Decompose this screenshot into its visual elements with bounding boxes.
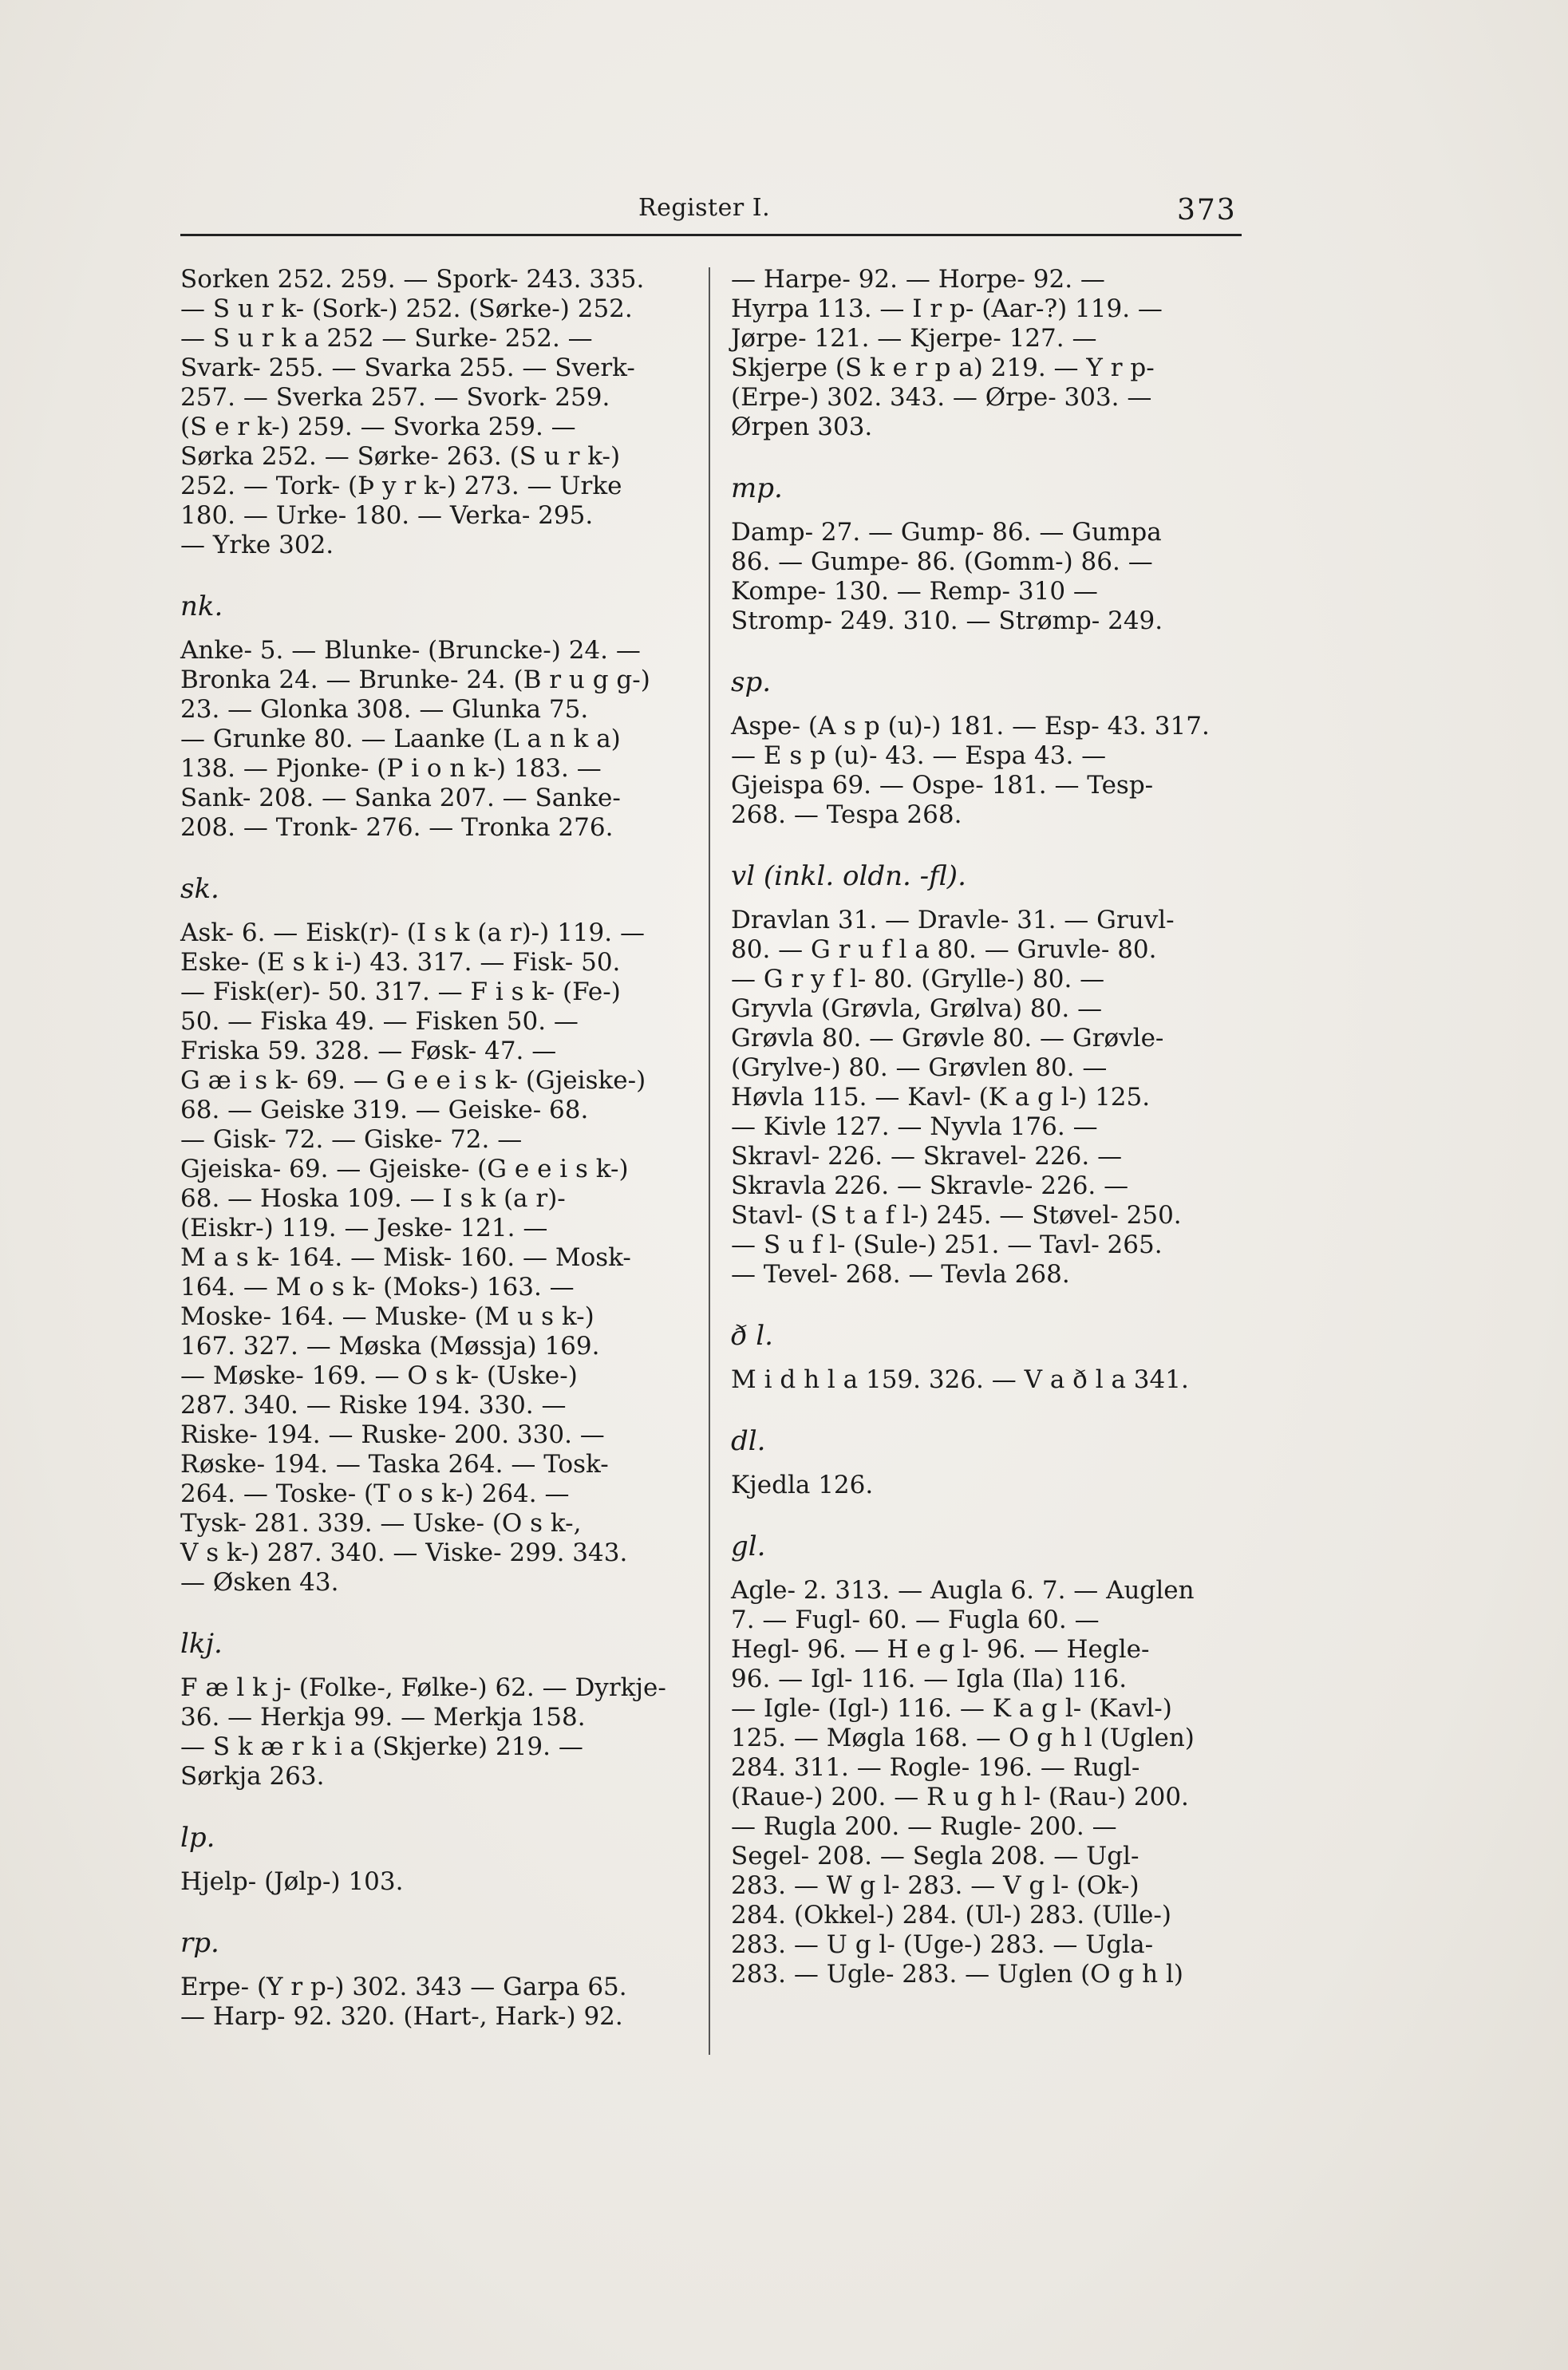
index-entry-line: Agle- 2. 313. — Augla 6. 7. — Auglen (731, 1576, 1195, 1605)
index-entry-line: 23. — Glonka 308. — Glunka 75. (180, 695, 589, 724)
index-entry-line: — Tevel- 268. — Tevla 268. (731, 1260, 1070, 1289)
index-entry-line: 264. — Toske- (T o s k-) 264. — (180, 1479, 570, 1508)
index-entry-line: 284. (Okkel-) 284. (Ul-) 283. (Ulle-) (731, 1901, 1171, 1930)
index-entry-line: — Yrke 302. (180, 531, 334, 559)
index-entry-line: Ask- 6. — Eisk(r)- (I s k (a r)-) 119. — (180, 918, 645, 947)
right-column (731, 265, 1242, 1989)
index-entry-line: Gjeispa 69. — Ospe- 181. — Tesp- (731, 771, 1154, 800)
index-entry-line: M a s k- 164. — Misk- 160. — Mosk- (180, 1243, 631, 1272)
index-entry-line: — Kivle 127. — Nyvla 176. — (731, 1112, 1098, 1141)
index-entry-line: (Erpe-) 302. 343. — Ørpe- 303. — (731, 383, 1152, 412)
index-entry-line: — Øsken 43. (180, 1568, 339, 1597)
index-entry-line: Sank- 208. — Sanka 207. — Sanke- (180, 784, 621, 812)
index-entry-line: — Harp- 92. 320. (Hart-, Hark-) 92. (180, 2002, 623, 2031)
section-heading: sp. (731, 666, 772, 698)
index-entry-line: — S u f l- (Sule-) 251. — Tavl- 265. (731, 1230, 1163, 1259)
index-entry-line: — S k æ r k i a (Skjerke) 219. — (180, 1732, 583, 1761)
index-entry-line: Dravlan 31. — Dravle- 31. — Gruvl- (731, 906, 1175, 934)
section-heading: lkj. (180, 1628, 223, 1660)
section-gap (731, 442, 1242, 474)
index-entry-line: 125. — Møgla 168. — O g h l (Uglen) (731, 1724, 1195, 1752)
page-number: 373 (1177, 194, 1237, 227)
index-entry-line: Gjeiska- 69. — Gjeiske- (G e e i s k-) (180, 1155, 629, 1183)
section-heading: mp. (731, 472, 783, 504)
section-heading: dl. (731, 1425, 766, 1457)
index-entry-line: Gryvla (Grøvla, Grølva) 80. — (731, 994, 1103, 1023)
index-entry-line: Skravla 226. — Skravle- 226. — (731, 1171, 1129, 1200)
running-header-title: Register I. (638, 194, 771, 222)
index-entry-line: (Grylve-) 80. — Grøvlen 80. — (731, 1053, 1108, 1082)
index-entry-line: 50. — Fiska 49. — Fisken 50. — (180, 1007, 579, 1036)
index-entry-line: 68. — Geiske 319. — Geiske- 68. (180, 1096, 589, 1124)
index-entry-line: Segel- 208. — Segla 208. — Ugl- (731, 1842, 1139, 1870)
column-divider (709, 267, 710, 2055)
index-entry-line: Erpe- (Y r p-) 302. 343 — Garpa 65. (180, 1973, 627, 2001)
section-gap (731, 636, 1242, 668)
index-entry-line: Stavl- (S t a f l-) 245. — Støvel- 250. (731, 1201, 1182, 1230)
index-entry-line: Stromp- 249. 310. — Strømp- 249. (731, 606, 1163, 635)
index-entry-line: Hyrpa 113. — I r p- (Aar-?) 119. — (731, 294, 1163, 323)
index-entry-line: Sørka 252. — Sørke- 263. (S u r k-) (180, 442, 621, 471)
index-entry-line: Svark- 255. — Svarka 255. — Sverk- (180, 354, 635, 382)
index-entry-line: 138. — Pjonke- (P i o n k-) 183. — (180, 754, 602, 783)
index-entry-line: 86. — Gumpe- 86. (Gomm-) 86. — (731, 547, 1153, 576)
section-gap (731, 830, 1242, 862)
index-entry-line: 180. — Urke- 180. — Verka- 295. (180, 501, 594, 530)
index-entry-line: 283. — W g l- 283. — V g l- (Ok-) (731, 1871, 1139, 1900)
index-entry-line: Damp- 27. — Gump- 86. — Gumpa (731, 518, 1162, 547)
index-entry-line: Eske- (E s k i-) 43. 317. — Fisk- 50. (180, 948, 621, 977)
index-entry-line: Røske- 194. — Taska 264. — Tosk- (180, 1450, 609, 1479)
index-entry-line: — Rugla 200. — Rugle- 200. — (731, 1812, 1117, 1841)
section-heading: vl (inkl. oldn. -fl). (731, 860, 966, 892)
index-entry-line: 80. — G r u f l a 80. — Gruvle- 80. (731, 935, 1157, 964)
section-gap (180, 1897, 691, 1929)
index-entry-line: 284. 311. — Rogle- 196. — Rugl- (731, 1753, 1140, 1782)
index-entry-line: — E s p (u)- 43. — Espa 43. — (731, 741, 1107, 770)
index-entry-line: 208. — Tronk- 276. — Tronka 276. (180, 813, 614, 842)
section-gap (180, 1598, 691, 1629)
index-entry-line: 252. — Tork- (Þ y r k-) 273. — Urke (180, 472, 622, 500)
index-entry-line: — Harpe- 92. — Horpe- 92. — (731, 265, 1105, 294)
index-entry-line: 164. — M o s k- (Moks-) 163. — (180, 1273, 575, 1302)
left-column (180, 265, 691, 2032)
section-heading: nk. (180, 591, 223, 622)
section-gap (180, 843, 691, 875)
section-heading: lp. (180, 1822, 215, 1854)
index-entry-line: — Igle- (Igl-) 116. — K a g l- (Kavl-) (731, 1694, 1172, 1723)
index-entry-line: 167. 327. — Møska (Møssja) 169. (180, 1332, 600, 1361)
header-rule (180, 234, 1242, 236)
index-entry-line: Aspe- (A s p (u)-) 181. — Esp- 43. 317. (731, 712, 1210, 741)
index-entry-line: — Møske- 169. — O s k- (Uske-) (180, 1361, 578, 1390)
section-gap (180, 560, 691, 592)
section-gap (731, 1395, 1242, 1427)
index-entry-line: V s k-) 287. 340. — Viske- 299. 343. (180, 1539, 628, 1567)
index-entry-line: Kjedla 126. (731, 1471, 874, 1499)
index-entry-line: Skjerpe (S k e r p a) 219. — Y r p- (731, 354, 1155, 382)
index-entry-line: (Raue-) 200. — R u g h l- (Rau-) 200. (731, 1783, 1189, 1811)
index-entry-line: — Grunke 80. — Laanke (L a n k a) (180, 725, 621, 753)
index-entry-line: — S u r k a 252 — Surke- 252. — (180, 324, 593, 353)
index-entry-line: 257. — Sverka 257. — Svork- 259. (180, 383, 610, 412)
index-entry-line: (Eiskr-) 119. — Jeske- 121. — (180, 1214, 548, 1242)
index-entry-line: — Gisk- 72. — Giske- 72. — (180, 1125, 523, 1154)
index-entry-line: Sørkja 263. (180, 1762, 325, 1791)
index-entry-line: Høvla 115. — Kavl- (K a g l-) 125. (731, 1083, 1151, 1112)
index-entry-line: Tysk- 281. 339. — Uske- (O s k-, (180, 1509, 582, 1538)
index-entry-line: Grøvla 80. — Grøvle 80. — Grøvle- (731, 1024, 1164, 1053)
index-entry-line: F æ l k j- (Folke-, Følke-) 62. — Dyrkje- (180, 1673, 666, 1702)
section-heading: sk. (180, 873, 219, 905)
index-entry-line: Riske- 194. — Ruske- 200. 330. — (180, 1420, 605, 1449)
index-entry-line: 283. — Ugle- 283. — Uglen (O g h l) (731, 1960, 1183, 1989)
index-entry-line: 283. — U g l- (Uge-) 283. — Ugla- (731, 1930, 1154, 1959)
section-heading: rp. (180, 1927, 219, 1959)
index-entry-line: 268. — Tespa 268. (731, 800, 962, 829)
section-gap (731, 1500, 1242, 1532)
index-entry-line: 287. 340. — Riske 194. 330. — (180, 1391, 567, 1420)
index-entry-line: G æ i s k- 69. — G e e i s k- (Gjeiske-) (180, 1066, 646, 1095)
index-entry-line: 68. — Hoska 109. — I s k (a r)- (180, 1184, 566, 1213)
index-entry-line: Friska 59. 328. — Føsk- 47. — (180, 1037, 557, 1065)
section-gap (731, 1290, 1242, 1321)
index-entry-line: 36. — Herkja 99. — Merkja 158. (180, 1703, 586, 1732)
index-entry-line: Kompe- 130. — Remp- 310 — (731, 577, 1098, 606)
index-entry-line: Skravl- 226. — Skravel- 226. — (731, 1142, 1123, 1171)
index-entry-line: Hegl- 96. — H e g l- 96. — Hegle- (731, 1635, 1150, 1664)
index-entry-line: 96. — Igl- 116. — Igla (Ila) 116. (731, 1665, 1128, 1693)
index-entry-line: Anke- 5. — Blunke- (Bruncke-) 24. — (180, 636, 641, 665)
index-entry-line: — S u r k- (Sork-) 252. (Sørke-) 252. (180, 294, 633, 323)
index-entry-line: Bronka 24. — Brunke- 24. (B r u g g-) (180, 666, 650, 694)
index-entry-line: (S e r k-) 259. — Svorka 259. — (180, 413, 576, 441)
index-entry-line: M i d h l a 159. 326. — V a ð l a 341. (731, 1365, 1189, 1394)
index-entry-line: Jørpe- 121. — Kjerpe- 127. — (731, 324, 1097, 353)
index-entry-line: 7. — Fugl- 60. — Fugla 60. — (731, 1606, 1100, 1634)
index-entry-line: — G r y f l- 80. (Grylle-) 80. — (731, 965, 1105, 993)
index-entry-line: Moske- 164. — Muske- (M u s k-) (180, 1302, 594, 1331)
section-gap (180, 1791, 691, 1823)
section-heading: ð l. (731, 1320, 773, 1352)
index-entry-line: — Fisk(er)- 50. 317. — F i s k- (Fe-) (180, 978, 621, 1006)
section-heading: gl. (731, 1531, 766, 1562)
index-entry-line: Ørpen 303. (731, 413, 873, 441)
index-entry-line: Sorken 252. 259. — Spork- 243. 335. (180, 265, 645, 294)
index-entry-line: Hjelp- (Jølp-) 103. (180, 1867, 404, 1896)
